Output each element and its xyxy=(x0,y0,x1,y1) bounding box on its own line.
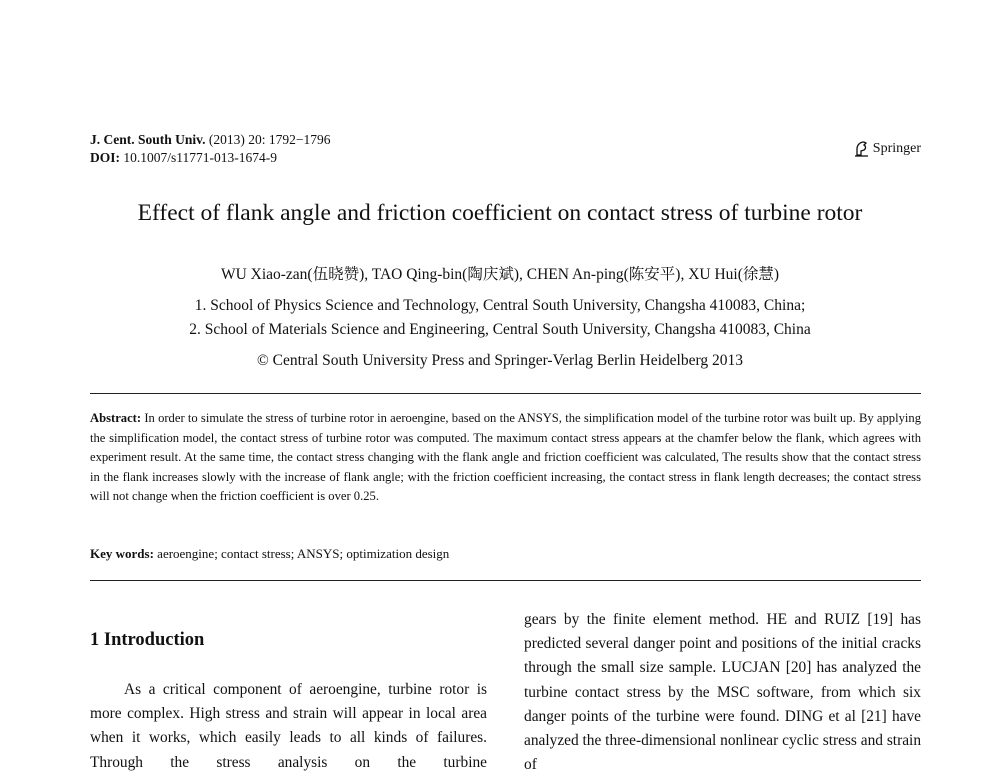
copyright-notice: © Central South University Press and Springer-Verlag Berlin Heidelberg 2013 xyxy=(257,352,743,369)
keywords-text: aeroengine; contact stress; ANSYS; optimization design xyxy=(157,546,450,561)
journal-name: J. Cent. South Univ. xyxy=(90,132,206,147)
section-heading: 1 Introduction xyxy=(90,630,205,650)
body-text-left-column: As a critical component of aeroengine, turbine rotor is more complex. High stress and strain will appear in local area when it works, which easily leads to all kinds of failures. Through the stress analysis on the turbine xyxy=(90,681,487,771)
journal-citation xyxy=(90,131,331,167)
paper-title: Effect of flank angle and friction coefficient on contact stress of turbine rotor xyxy=(137,200,863,226)
abstract-text: In order to simulate the stress of turbine rotor in aeroengine, based on the ANSYS, the simplification model of the turbine rotor was built up. By applying the simplification model, the contact stress of turbine rotor was computed. The maximum contact stress appears at the chamfer below the flank, which agrees with experiment result. At the same time, the contact stress changing with the flank angle and friction coefficient was calculated, The results show that the contact stress in the flank increases slowly with the increase of flank angle; with the friction coefficient increasing, the contact stress in flank length decreases; the contact stress will not change when the friction coefficient is over 0.25. xyxy=(90,411,921,504)
springer-horse-icon xyxy=(854,140,869,157)
affiliation-1: 1. School of Physics Science and Technology, Central South University, Changsha 410083, China; xyxy=(194,297,806,314)
publisher-name: Springer xyxy=(872,140,921,156)
divider-bottom xyxy=(90,580,921,581)
abstract-label: Abstract: xyxy=(90,411,142,425)
body-text-right-column: gears by the finite element method. HE and RUIZ [19] has predicted several danger point and positions of the initial cracks through the small size sample. LUCJAN [20] has analyzed the turbine contact stress by the MSC software, from which six danger points of the turbine were found. DING et al [21] have analyzed the three-dimensional nonlinear cyclic stress and strain of xyxy=(524,611,922,774)
author-list: WU Xiao-zan(伍晓赞), TAO Qing-bin(陶庆斌), CHEN An-ping(陈安平), XU Hui(徐慧) xyxy=(220,266,780,283)
doi-label: DOI: xyxy=(90,150,120,165)
affiliation-2: 2. School of Materials Science and Engineering, Central South University, Changsha 410083, China xyxy=(189,321,811,338)
divider-top xyxy=(90,393,921,394)
journal-volume: (2013) 20: 1792−1796 xyxy=(208,132,331,147)
keywords xyxy=(90,546,449,562)
doi-value: 10.1007/s11771-013-1674-9 xyxy=(123,150,277,165)
keywords-label: Key words: xyxy=(90,546,154,561)
abstract xyxy=(90,409,921,507)
publisher-logo xyxy=(854,140,921,157)
